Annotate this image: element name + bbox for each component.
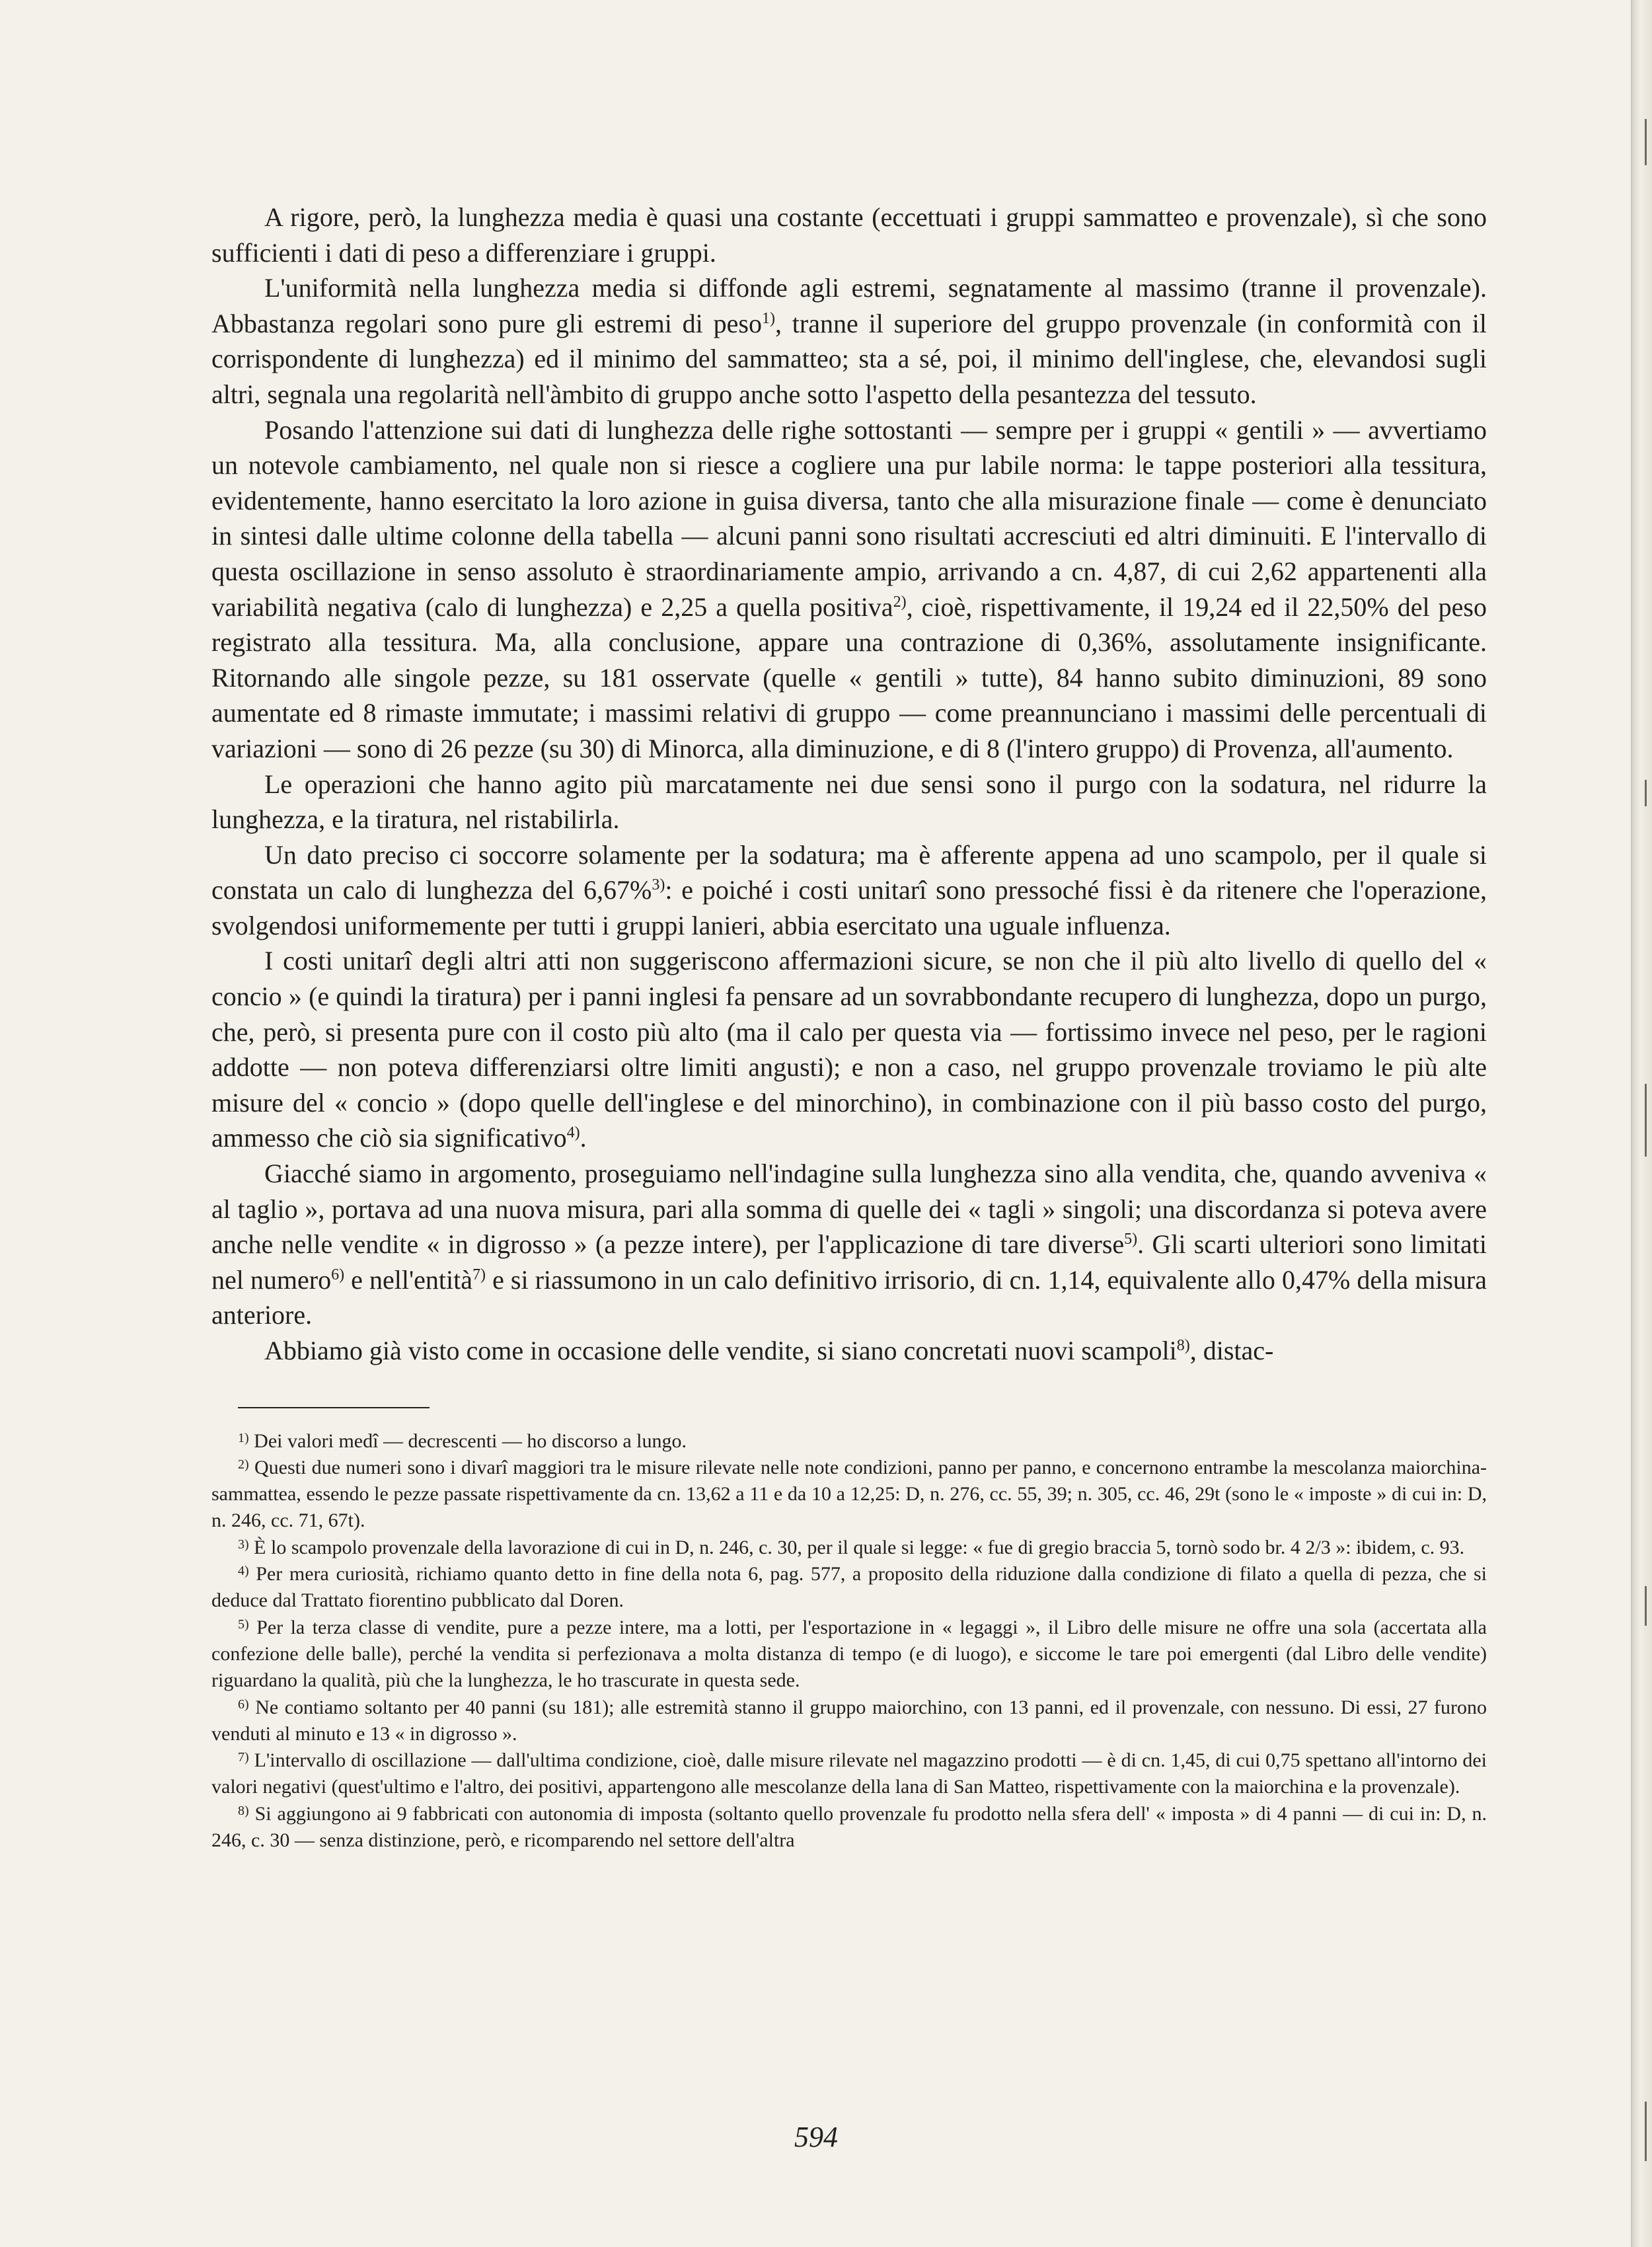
footnote-text: Per la terza classe di vendite, pure a pezze intere, ma a lotti, per l'esportazione in « legaggi », il Libro delle misure ne offre una sola (accertata alla confezione delle balle), perché la vendita si perfezionava a molta distanza di tempo (e di luogo), e siccome le tare poi emergenti (dal Libro delle vendite) riguardano la qualità, più che la lunghezza, le ho trascurate in questa sede.	[211, 1616, 1487, 1692]
footnote-text: L'intervallo di oscillazione — dall'ultima condizione, cioè, dalle misure rilevate nel magazzino prodotti — è di cn. 1,45, di cui 0,75 spettano all'intorno dei valori negativi (quest'ultimo e l'altro, dei positivi, appartengono alle mescolanze della lana di San Matteo, rispettivamente con la maiorchina e la provenzale).	[211, 1749, 1487, 1798]
text-run: , cioè, rispettivamente, il 19,24 ed il 22,50% del peso registrato alla tessitura. Ma, alla conclusione, appare una contrazione di 0,36%, assolutamente insignificante. Ritornando alle singole pezze, su 181 osservate (quelle « gentili » tutte), 84 hanno subito diminuzioni, 89 sono aumentate ed 8 rimaste immutate; i massimi relativi di gruppo — come preannunciano i massimi delle percentuali di variazioni — sono di 26 pezze (su 30) di Minorca, alla diminuzione, e di 8 (l'intero gruppo) di Provenza, all'aumento.	[211, 591, 1487, 763]
footnote-ref-1: 1)	[761, 309, 775, 327]
text-run: , tranne il superiore del gruppo provenzale (in conformità con il corrispondente di lunghezza) ed il minimo del sammatteo; sta a sé, poi, il minimo dell'inglese, che, elevandosi sugli altri, segnala una regolarità nell'àmbito di gruppo anche sotto l'aspetto della pesantezza del tessuto.	[211, 308, 1487, 409]
paragraph-2	[211, 270, 1487, 412]
text-block	[211, 200, 1487, 1854]
text-run: . Gli scarti ulteriori sono limitati nel numero	[211, 1229, 1487, 1295]
text-run: Giacché siamo in argomento, proseguiamo nell'indagine sulla lunghezza sino alla vendita, che, quando avveniva « al taglio », portava ad una nuova misura, pari alla somma di quelle dei « tagli » singoli; una discordanza si poteva avere anche nelle vendite « in digrosso » (a pezze intere), per l'applicazione di tare diverse	[211, 1159, 1487, 1260]
footnote-number: 7)	[238, 1750, 249, 1765]
text-run: Le operazioni che hanno agito più marcatamente nei due sensi sono il purgo con la sodatura, nel ridurre la lunghezza, e la tiratura, nel ristabilirla.	[211, 769, 1487, 835]
body-text	[211, 200, 1487, 1369]
footnote-ref-8: 8)	[1176, 1337, 1190, 1354]
footnote-5	[211, 1615, 1487, 1695]
edge-mark	[1645, 1586, 1647, 1626]
footnote-number: 3)	[238, 1537, 249, 1552]
footnote-number: 4)	[238, 1564, 249, 1579]
paragraph-1	[211, 200, 1487, 270]
text-run: , distac-	[1189, 1336, 1274, 1365]
footnote-2	[211, 1455, 1487, 1535]
footnote-number: 2)	[238, 1457, 249, 1472]
paragraph-6	[211, 943, 1487, 1156]
footnote-4	[211, 1561, 1487, 1615]
text-run: : e poiché i costi unitarî sono pressoché fissi è da ritenere che l'operazione, svolgendosi uniformemente per tutti i gruppi lanieri, abbia esercitato una uguale influenza.	[211, 875, 1487, 940]
footnote-number: 1)	[238, 1430, 249, 1445]
footnote-6	[211, 1695, 1487, 1748]
paragraph-5	[211, 837, 1487, 944]
text-run: e si riassumono in un calo definitivo irrisorio, di cn. 1,14, equivalente allo 0,47% della misura anteriore.	[211, 1264, 1487, 1330]
page-number: 594	[794, 2121, 838, 2153]
text-run: Posando l'attenzione sui dati di lunghezza delle righe sottostanti — sempre per i gruppi « gentili » — avvertiamo un notevole cambiamento, nel quale non si riesce a cogliere una pur labile norma: le tappe posteriori alla tessitura, evidentemente, hanno esercitato la loro azione in guisa diversa, tanto che alla misurazione finale — come è denunciato in sintesi dalle ultime colonne della tabella — alcuni panni sono risultati accresciuti ed altri diminuiti. E l'intervallo di questa oscillazione in senso assoluto è straordinariamente ampio, arrivando a cn. 4,87, di cui 2,62 appartenenti alla variabilità negativa (calo di lunghezza) e 2,25 a quella positiva	[211, 414, 1487, 622]
footnote-number: 8)	[238, 1803, 249, 1818]
footnote-3	[211, 1535, 1487, 1561]
footnote-ref-5: 5)	[1124, 1231, 1138, 1248]
paragraph-3	[211, 412, 1487, 767]
text-run: Abbiamo già visto come in occasione delle vendite, si siano concretati nuovi scampoli	[264, 1336, 1177, 1365]
footnotes	[211, 1428, 1487, 1854]
footnote-ref-7: 7)	[472, 1266, 486, 1283]
footnote-text: Si aggiungono ai 9 fabbricati con autonomia di imposta (soltanto quello provenzale fu prodotto nella sfera dell' « imposta » di 4 panni — di cui in: D, n. 246, c. 30 — senza distinzione, però, e ricomparendo nel settore dell'altra	[211, 1802, 1487, 1852]
text-run: L'uniformità nella lunghezza media si diffonde agli estremi, segnatamente al massimo (tranne il provenzale). Abbastanza regolari sono pure gli estremi di peso	[211, 273, 1487, 338]
footnote-text: Dei valori medî — decrescenti — ho discorso a lungo.	[254, 1429, 687, 1452]
edge-mark	[1645, 2102, 1647, 2161]
paragraph-7	[211, 1156, 1487, 1333]
paragraph-8	[211, 1333, 1487, 1369]
paragraph-4	[211, 767, 1487, 837]
edge-mark	[1645, 119, 1647, 165]
footnote-ref-2: 2)	[893, 593, 907, 611]
footnote-separator	[238, 1407, 430, 1408]
footnote-number: 5)	[238, 1617, 249, 1632]
footnote-1	[211, 1428, 1487, 1455]
footnote-text: Per mera curiosità, richiamo quanto detto in fine della nota 6, pag. 577, a proposito della riduzione dalla condizione di filato a quella di pezza, che si deduce dal Trattato fiorentino pubblicato dal Doren.	[211, 1563, 1487, 1612]
footnote-8	[211, 1801, 1487, 1854]
footnote-ref-3: 3)	[652, 876, 665, 894]
text-run: .	[580, 1123, 587, 1153]
text-run: e nell'entità	[344, 1264, 473, 1295]
text-run: A rigore, però, la lunghezza media è quasi una costante (eccettuati i gruppi sammatteo e provenzale), sì che sono sufficienti i dati di peso a differenziare i gruppi.	[211, 202, 1487, 268]
page-edge	[1631, 0, 1652, 2247]
footnote-number: 6)	[238, 1696, 249, 1712]
text-run: I costi unitarî degli altri atti non suggeriscono affermazioni sicure, se non che il più alto livello di quello del « concio » (e quindi la tiratura) per i panni inglesi fa pensare ad un sovrabbondante recupero di lunghezza, dopo un purgo, che, però, si presenta pure con il costo più alto (ma il calo per questa via — fortissimo invece nel peso, per le ragioni addotte — non poteva differenziarsi oltre limiti angusti); e non a caso, nel gruppo provenzale troviamo le più alte misure del « concio » (dopo quelle dell'inglese e del minorchino), in combinazione con il più basso costo del purgo, ammesso che ciò sia significativo	[211, 946, 1487, 1153]
text-run: Un dato preciso ci soccorre solamente per la sodatura; ma è afferente appena ad uno scampolo, per il quale si constata un calo di lunghezza del 6,67%	[211, 839, 1487, 905]
footnote-text: È lo scampolo provenzale della lavorazione di cui in D, n. 246, c. 30, per il quale si legge: « fue di gregio braccia 5, tornò sodo br. 4 2/3 »: ibidem, c. 93.	[254, 1536, 1465, 1558]
edge-mark	[1645, 780, 1647, 806]
footnote-text: Questi due numeri sono i divarî maggiori tra le misure rilevate nelle note condizioni, panno per panno, e concernono entrambe la mescolanza maiorchina-sammattea, essendo le pezze passate rispettivamente da cn. 13,62 a 11 e da 10 a 12,25: D, n. 276, cc. 55, 39; n. 305, cc. 46, 29t (sono le « imposte » di cui in: D, n. 246, cc. 71, 67t).	[211, 1456, 1487, 1532]
footnote-text: Ne contiamo soltanto per 40 panni (su 181); alle estremità stanno il gruppo maiorchino, con 13 panni, ed il provenzale, con nessuno. Di essi, 27 furono venduti al minuto e 13 « in digrosso ».	[211, 1696, 1487, 1745]
footnote-7	[211, 1747, 1487, 1801]
edge-mark	[1645, 1084, 1647, 1157]
footnote-ref-4: 4)	[566, 1124, 580, 1142]
footnote-ref-6: 6)	[331, 1266, 345, 1283]
